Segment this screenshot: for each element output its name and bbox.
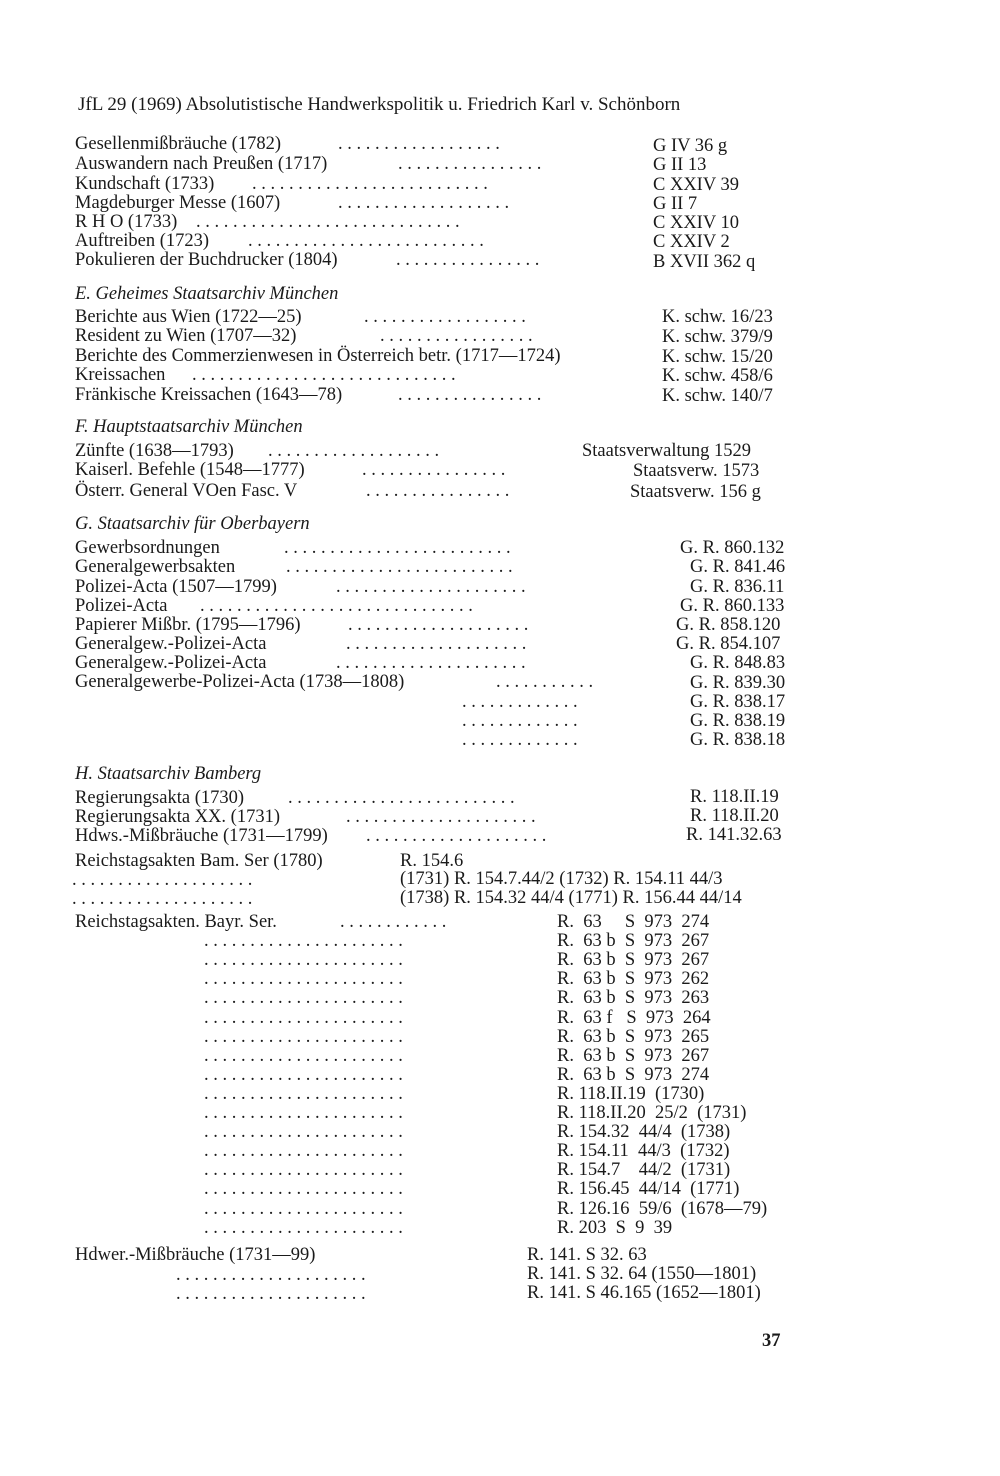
reichstag-bam-line: R. 154.6 — [400, 851, 464, 871]
entry-label: Gewerbsordnungen — [75, 538, 220, 558]
section-heading: H. Staatsarchiv Bamberg — [75, 764, 262, 784]
entry-ref: G II 7 — [653, 194, 698, 214]
entry-ref: G. R. 848.83 — [690, 653, 786, 673]
leader-dots: . . . . . . . . . . . . . — [462, 730, 578, 750]
reichstag-bam-label: Reichstagsakten Bam. Ser (1780) — [75, 851, 323, 871]
section-heading: F. Hauptstaatsarchiv München — [75, 417, 303, 437]
entry-ref: G IV 36 g — [653, 136, 728, 156]
reichstag-bayr-ref: R. 63 b S 973 263 — [557, 988, 710, 1009]
entry-ref: K. schw. 379/9 — [662, 327, 773, 347]
leader-dots: . . . . . . . . . . . . . . . . . . . . . . — [204, 988, 403, 1009]
entry-ref: G II 13 — [653, 155, 707, 175]
leader-dots: . . . . . . . . . . . . — [340, 912, 447, 932]
leader-dots: . . . . . . . . . . . . . . . . . . . . — [72, 889, 253, 909]
leader-dots: . . . . . . . . . . . . . . . . . . . . . . — [204, 1141, 403, 1162]
entry-label: Auftreiben (1723) — [75, 231, 210, 251]
entry-label: Hdws.-Mißbräuche (1731—1799) — [75, 826, 328, 846]
leader-dots: . . . . . . . . . . . . . . . . . . . — [268, 441, 440, 461]
entry-ref: G. R. 839.30 — [690, 673, 786, 693]
leader-dots: . . . . . . . . . . . . . . . . . . . . . — [336, 577, 526, 597]
leader-dots: . . . . . . . . . . . . . . . . . . . . . . — [204, 969, 403, 990]
leader-dots: . . . . . . . . . . . . . . . . . . . . — [348, 615, 529, 635]
reichstag-bayr-ref: R. 154.32 44/4 (1738) — [557, 1122, 731, 1143]
leader-dots: . . . . . . . . . . . . . . . . . . . . . . . . . — [288, 788, 515, 808]
reichstag-bayr-ref: R. 63 S 973 274 — [557, 912, 710, 932]
reichstag-bayr-ref: R. 154.7 44/2 (1731) — [557, 1160, 731, 1181]
leader-dots: . . . . . . . . . . . . . — [462, 711, 578, 731]
reichstag-bam-line: (1731) R. 154.7.44/2 (1732) R. 154.11 44/3 — [400, 869, 723, 889]
reichstag-bam-line: (1738) R. 154.32 44/4 (1771) R. 156.44 44/14 — [400, 888, 742, 908]
leader-dots: . . . . . . . . . . . . . . . . . . . . . . — [204, 1122, 403, 1143]
leader-dots: . . . . . . . . . . . . . . . . . . . . . — [336, 653, 526, 673]
entry-ref: K. schw. 458/6 — [662, 366, 773, 386]
entry-label: Polizei-Acta — [75, 596, 168, 616]
entry-label: Auswandern nach Preußen (1717) — [75, 154, 328, 174]
entry-label: Magdeburger Messe (1607) — [75, 193, 281, 213]
reichstag-bayr-ref: R. 63 f S 973 264 — [557, 1007, 711, 1028]
leader-dots: . . . . . . . . . . . . . . . . . . — [364, 307, 526, 327]
hdwer-label: Hdwer.-Mißbräuche (1731—99) — [75, 1245, 316, 1265]
entry-ref: C XXIV 39 — [653, 175, 739, 195]
entry-label: Kundschaft (1733) — [75, 174, 215, 194]
entry-ref: Staatsverwaltung 1529 — [582, 441, 752, 461]
leader-dots: . . . . . . . . . . . . . . . . . . . . . . . . . . . . . — [192, 365, 456, 385]
leader-dots: . . . . . . . . . . . . . . . . . . . . . . . . . — [284, 538, 511, 558]
page-number: 37 — [762, 1331, 781, 1351]
leader-dots: . . . . . . . . . . . . . . . . . . . . . . — [204, 1217, 403, 1238]
reichstag-bayr-ref: R. 126.16 59/6 (1678—79) — [557, 1198, 768, 1219]
entry-label: Pokulieren der Buchdrucker (1804) — [75, 250, 338, 270]
entry-ref: R. 118.II.20 — [690, 806, 779, 826]
entry-label: Berichte aus Wien (1722—25) — [75, 307, 302, 327]
entry-ref: C XXIV 10 — [653, 213, 739, 233]
entry-ref: G. R. 838.18 — [690, 730, 786, 750]
entry-label: Österr. General VOen Fasc. V — [75, 481, 298, 501]
entry-ref: K. schw. 15/20 — [662, 347, 773, 367]
entry-ref: B XVII 362 q — [653, 252, 756, 272]
leader-dots: . . . . . . . . . . . . . . . . . . . . — [346, 634, 527, 654]
entry-label: Regierungsakta (1730) — [75, 788, 245, 808]
leader-dots: . . . . . . . . . . . . . . . . . . . . . . — [204, 931, 403, 952]
entry-label: Generalgewerbsakten — [75, 557, 236, 577]
reichstag-bayr-ref: R. 203 S 9 39 — [557, 1217, 673, 1238]
leader-dots: . . . . . . . . . . . . . . . . . . . . . — [346, 807, 536, 827]
leader-dots: . . . . . . . . . . . . . . . . . . . . — [366, 826, 547, 846]
entry-label: Generalgew.-Polizei-Acta — [75, 634, 267, 654]
entry-ref: Staatsverw. 1573 — [633, 461, 760, 481]
entry-ref: K. schw. 140/7 — [662, 386, 773, 406]
leader-dots: . . . . . . . . . . . . . . . . . — [380, 326, 533, 346]
leader-dots: . . . . . . . . . . . . . . . . . . . . . . — [204, 1198, 403, 1219]
leader-dots: . . . . . . . . . . . . . . . . — [362, 460, 506, 480]
entry-ref: G. R. 860.132 — [680, 538, 785, 558]
entry-label: R H O (1733) — [75, 212, 178, 232]
entry-label: Kreissachen — [75, 365, 166, 385]
reichstag-bayr-ref: R. 118.II.20 25/2 (1731) — [557, 1103, 747, 1123]
entry-ref: G. R. 860.133 — [680, 596, 785, 616]
leader-dots: . . . . . . . . . . . . . . . . . . . . . — [176, 1284, 366, 1304]
entry-ref: R. 141.32.63 — [686, 825, 782, 845]
leader-dots: . . . . . . . . . . . . . . . . — [396, 250, 540, 270]
leader-dots: . . . . . . . . . . . . . . . . . . . . . . . . . . . . . — [196, 212, 460, 232]
entry-ref: C XXIV 2 — [653, 232, 730, 252]
entry-label: Kaiserl. Befehle (1548—1777) — [75, 460, 305, 480]
entry-label: Gesellenmißbräuche (1782) — [75, 134, 281, 154]
leader-dots: . . . . . . . . . . . . . . . . . . . . . . . . . — [286, 557, 513, 577]
leader-dots: . . . . . . . . . . . . . . . . . . . . . . — [204, 1045, 403, 1066]
reichstag-bayr-ref: R. 63 b S 973 262 — [557, 969, 710, 990]
reichstag-bayr-ref: R. 118.II.19 (1730) — [557, 1083, 705, 1104]
entry-ref: G. R. 838.17 — [690, 692, 786, 712]
leader-dots: . . . . . . . . . . . . . . . . . . . . . . — [204, 1026, 403, 1047]
leader-dots: . . . . . . . . . . . . . — [462, 692, 578, 712]
leader-dots: . . . . . . . . . . . . . . . . . . . . . . — [204, 1179, 403, 1200]
leader-dots: . . . . . . . . . . . . . . . . . . . . . . . . . . . . . . — [200, 596, 473, 616]
reichstag-bayr-ref: R. 63 b S 973 267 — [557, 931, 710, 952]
reichstag-bayr-ref: R. 63 b S 973 274 — [557, 1064, 710, 1085]
leader-dots: . . . . . . . . . . . . . . . . . . . . — [72, 870, 253, 890]
leader-dots: . . . . . . . . . . . . . . . . . . . . . . — [204, 950, 403, 971]
leader-dots: . . . . . . . . . . . . . . . . — [398, 385, 542, 405]
leader-dots: . . . . . . . . . . . . . . . . . . . . . . — [204, 1103, 403, 1123]
reichstag-bayr-ref: R. 63 b S 973 265 — [557, 1026, 710, 1047]
running-header: JfL 29 (1969) Absolutistische Handwerkspolitik u. Friedrich Karl v. Schönborn — [78, 94, 681, 115]
leader-dots: . . . . . . . . . . . — [496, 672, 594, 692]
entry-label: Fränkische Kreissachen (1643—78) — [75, 385, 343, 405]
hdwer-ref: R. 141. S 46.165 (1652—1801) — [527, 1283, 761, 1303]
entry-ref: G. R. 854.107 — [676, 634, 781, 654]
reichstag-bayr-label: Reichstagsakten. Bayr. Ser. — [75, 912, 277, 932]
entry-ref: G. R. 841.46 — [690, 557, 786, 577]
entry-label: Polizei-Acta (1507—1799) — [75, 577, 277, 597]
leader-dots: . . . . . . . . . . . . . . . . — [398, 154, 542, 174]
entry-ref: R. 118.II.19 — [690, 787, 779, 807]
entry-ref: Staatsverw. 156 g — [630, 482, 761, 502]
entry-label: Berichte des Commerzienwesen in Österreich betr. (1717—1724) — [75, 346, 561, 366]
leader-dots: . . . . . . . . . . . . . . . . . . . . . . . . . . — [248, 231, 484, 251]
reichstag-bayr-ref: R. 63 b S 973 267 — [557, 950, 710, 971]
reichstag-bayr-ref: R. 63 b S 973 267 — [557, 1045, 710, 1066]
leader-dots: . . . . . . . . . . . . . . . . — [366, 481, 510, 501]
hdwer-ref: R. 141. S 32. 63 — [527, 1245, 647, 1265]
leader-dots: . . . . . . . . . . . . . . . . . . . . . . . . . . — [252, 174, 488, 194]
entry-label: Generalgew.-Polizei-Acta — [75, 653, 267, 673]
entry-label: Resident zu Wien (1707—32) — [75, 326, 297, 346]
entry-ref: G. R. 836.11 — [690, 577, 785, 597]
hdwer-ref: R. 141. S 32. 64 (1550—1801) — [527, 1264, 757, 1284]
entry-label: Zünfte (1638—1793) — [75, 441, 234, 461]
leader-dots: . . . . . . . . . . . . . . . . . . . . . . — [204, 1007, 403, 1028]
leader-dots: . . . . . . . . . . . . . . . . . . . . . — [176, 1265, 366, 1285]
leader-dots: . . . . . . . . . . . . . . . . . . . — [338, 193, 510, 213]
section-heading: G. Staatsarchiv für Oberbayern — [75, 514, 310, 534]
entry-ref: G. R. 858.120 — [676, 615, 781, 635]
entry-label: Regierungsakta XX. (1731) — [75, 807, 280, 827]
reichstag-bayr-ref: R. 154.11 44/3 (1732) — [557, 1141, 730, 1162]
leader-dots: . . . . . . . . . . . . . . . . . . . . . . — [204, 1064, 403, 1085]
leader-dots: . . . . . . . . . . . . . . . . . . . . . . — [204, 1083, 403, 1104]
section-heading: E. Geheimes Staatsarchiv München — [75, 284, 339, 304]
leader-dots: . . . . . . . . . . . . . . . . . . . . . . — [204, 1160, 403, 1181]
entry-label: Generalgewerbe-Polizei-Acta (1738—1808) — [75, 672, 405, 692]
reichstag-bayr-ref: R. 156.45 44/14 (1771) — [557, 1179, 740, 1200]
entry-label: Papierer Mißbr. (1795—1796) — [75, 615, 301, 635]
entry-ref: K. schw. 16/23 — [662, 307, 773, 327]
entry-ref: G. R. 838.19 — [690, 711, 786, 731]
leader-dots: . . . . . . . . . . . . . . . . . . — [338, 134, 500, 154]
